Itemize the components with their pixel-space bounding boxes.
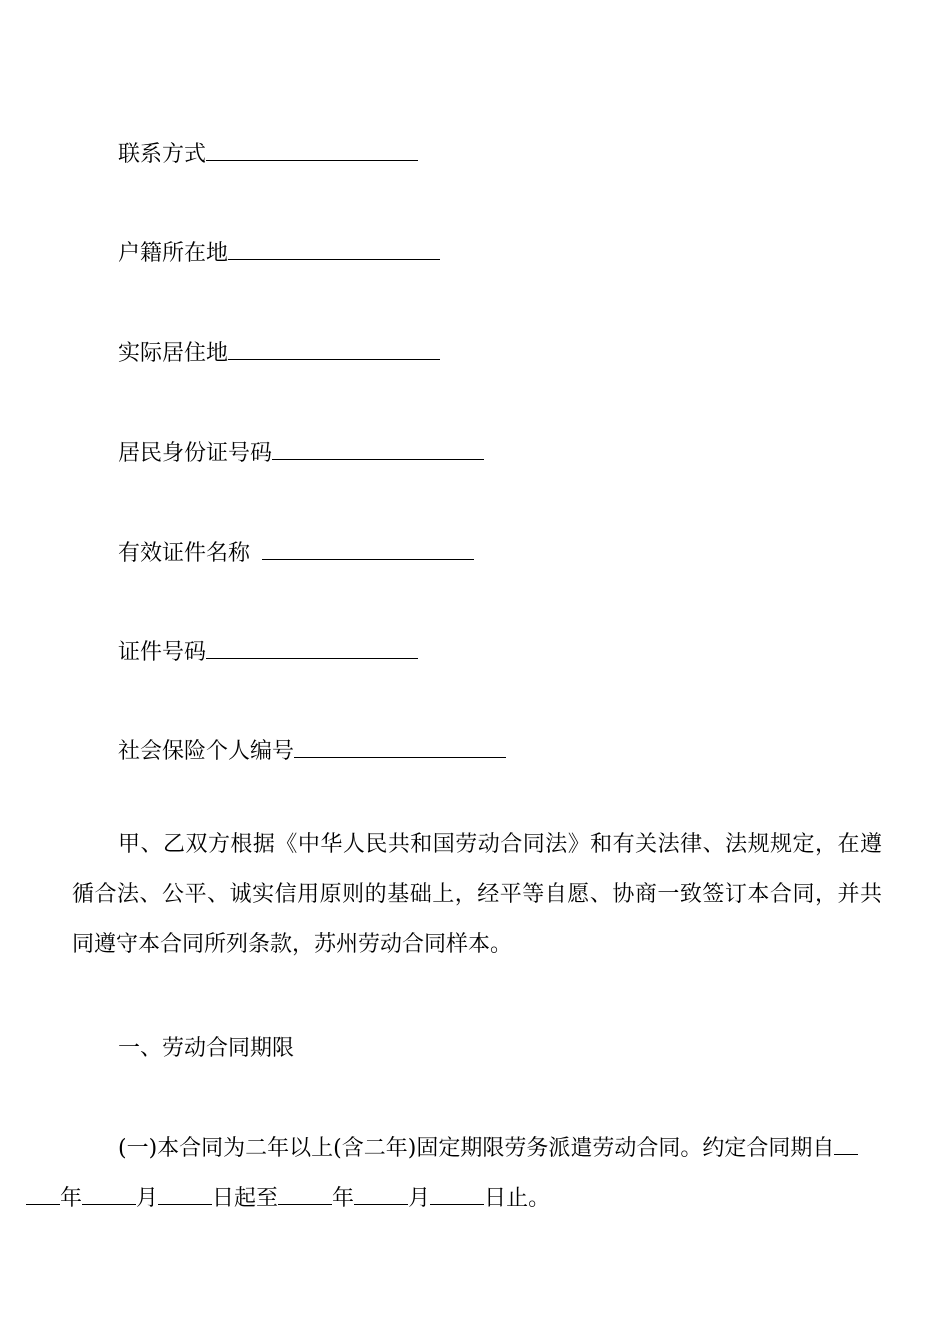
field-document-name xyxy=(118,537,474,569)
month-label: 月 xyxy=(408,1186,431,1211)
year-label: 年 xyxy=(332,1186,355,1211)
field-id-number xyxy=(118,437,484,469)
blank-line[interactable] xyxy=(26,1182,60,1205)
field-label: 居民身份证号码 xyxy=(118,441,273,466)
field-label: 联系方式 xyxy=(118,142,207,167)
blank-line[interactable] xyxy=(206,636,418,659)
field-document-number xyxy=(118,636,418,668)
blank-line[interactable] xyxy=(354,1182,408,1205)
blank-line[interactable] xyxy=(834,1132,858,1155)
blank-line[interactable] xyxy=(228,337,440,360)
day-start-label: 日起至 xyxy=(212,1186,279,1211)
blank-line[interactable] xyxy=(82,1182,136,1205)
blank-line[interactable] xyxy=(262,537,474,560)
blank-line[interactable] xyxy=(272,437,484,460)
blank-line[interactable] xyxy=(294,735,506,758)
blank-line[interactable] xyxy=(228,237,440,260)
field-label: 实际居住地 xyxy=(118,341,229,366)
month-label: 月 xyxy=(136,1186,159,1211)
blank-line[interactable] xyxy=(206,138,418,161)
field-social-insurance-number xyxy=(118,735,506,767)
blank-line[interactable] xyxy=(430,1182,484,1205)
field-contact xyxy=(118,138,418,170)
clause-term-paragraph xyxy=(60,1124,882,1224)
blank-line[interactable] xyxy=(278,1182,332,1205)
clause-text: (一)本合同为二年以上(含二年)固定期限劳务派遣劳动合同。约定合同期自 xyxy=(118,1136,835,1161)
field-label: 有效证件名称 xyxy=(118,541,251,566)
field-household-registration xyxy=(118,237,440,269)
section-heading: 一、劳动合同期限 xyxy=(118,1036,295,1061)
blank-line[interactable] xyxy=(158,1182,212,1205)
year-label: 年 xyxy=(60,1186,83,1211)
field-label: 户籍所在地 xyxy=(118,241,229,266)
field-label: 社会保险个人编号 xyxy=(118,739,295,764)
field-label: 证件号码 xyxy=(118,640,207,665)
day-end-label: 日止。 xyxy=(484,1186,551,1211)
preamble-paragraph: 甲、乙双方根据《中华人民共和国劳动合同法》和有关法律、法规规定，在遵循合法、公平、诚实信用原则的基础上，经平等自愿、协商一致签订本合同，并共同遵守本合同所列条款，苏州劳动合同样本。 xyxy=(72,832,882,957)
field-actual-residence xyxy=(118,337,440,369)
